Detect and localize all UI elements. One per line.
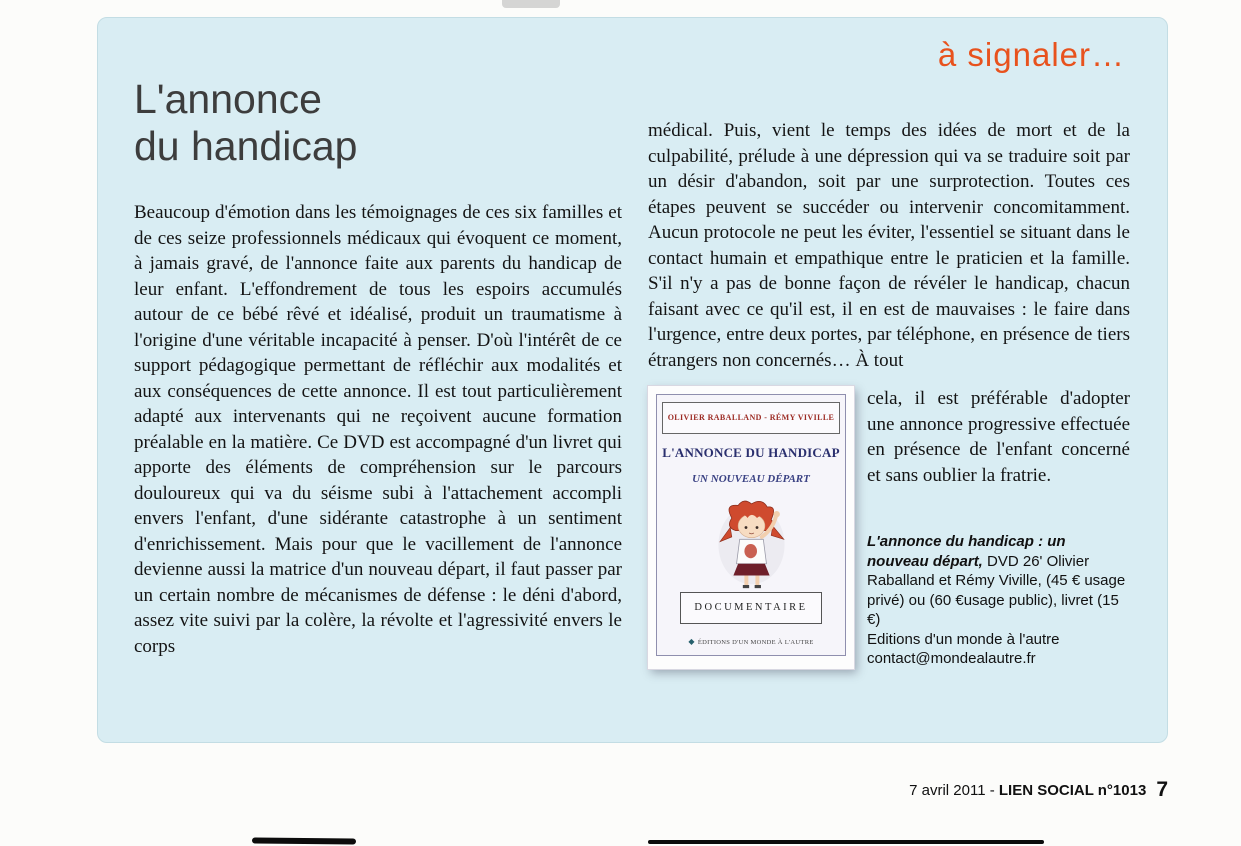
section-badge: à signaler… <box>937 36 1125 73</box>
publisher-logo-icon: ◆ <box>688 637 695 647</box>
dvd-authors-band: OLIVIER RABALLAND - RÉMY VIVILLE <box>662 402 841 434</box>
dvd-subtitle: UN NOUVEAU DÉPART <box>692 473 810 485</box>
article-title <box>134 76 357 170</box>
dvd-cover <box>648 386 854 669</box>
body-column-left: Beaucoup d'émotion dans les témoignages de ces six familles et de ces seize professionnels médicaux qui évoquent ce moment, à jamais gravé, de l'annonce faite aux parents du handicap de leur enfant. L'effondrement de tous les espoirs accumulés autour de ce bébé rêvé et idéalisé, produit un traumatisme à l'origine d'une véritable incapacité à penser. D'où l'intérêt de ce support pédagogique permettant de réfléchir aux modalités et aux conséquences de cette annonce. Il est tout particulièrement adapté aux intervenants qui ne reçoivent aucune formation préalable en la matière. Ce DVD est accompagné d'un livret qui apporte des éléments de compréhension sur le parcours douloureux qui va du séisme subi à l'attachement accompli envers l'enfant, d'une sidérante catastrophe à un sentiment d'enrichissement. Mais pour que le vacillement de l'annonce devienne aussi la matrice d'un nouveau départ, il faut passer par un certain nombre de mécanismes de défense : le déni d'abord, assez vite suivi par la colère, la révolte et l'agressivité envers le corps <box>134 202 622 657</box>
dvd-genre-band: DOCUMENTAIRE <box>680 592 822 624</box>
scan-artifact-bottom-right <box>648 840 1044 844</box>
dvd-publisher-name: ÉDITIONS D'UN MONDE À L'AUTRE <box>697 638 814 646</box>
caption-publisher: Editions d'un monde à l'autre <box>867 630 1060 648</box>
footer-journal: LIEN SOCIAL n°1013 <box>998 782 1147 799</box>
footer-date: 7 avril 2011 - <box>909 782 999 799</box>
dvd-publisher-logo <box>688 630 813 656</box>
title-line-2: du handicap <box>134 123 358 169</box>
body-column-right <box>648 118 1130 669</box>
body-paragraph-wrap: cela, il est préférable d'adopter une annonce progressive effectuée en présence de l'enfant concerné et sans oublier la fratrie. <box>867 388 1130 486</box>
dvd-caption <box>867 532 1130 669</box>
article-panel <box>97 17 1168 743</box>
media-row <box>648 386 1130 669</box>
dvd-cover-inner <box>656 394 846 656</box>
wrap-column <box>867 386 1130 669</box>
body-paragraph-right: médical. Puis, vient le temps des idées de mort et de la culpabilité, prélude à une dépression qui va se traduire soit par un désir d'abandon, soit par une surprotection. Toutes ces étapes peuvent se succéder ou intervenir concomitamment. Aucun protocole ne peut les éviter, l'essentiel se situant dans le contact humain et empathique entre le praticien et la famille. S'il n'y a pas de bonne façon de révéler le handicap, chacun faisant avec ce qu'il est, il en est de mauvaises : le faire dans l'urgence, entre deux portes, par téléphone, en présence de tiers étrangers non concernés… À tout <box>648 120 1130 371</box>
caption-title: L'annonce du handicap : un nouveau départ, <box>867 533 1066 570</box>
page-number: 7 <box>1156 778 1168 801</box>
title-line-1: L'annonce <box>134 76 322 122</box>
page-footer <box>909 778 1168 802</box>
scan-artifact-top <box>502 0 560 8</box>
caption-credits: DVD 26' Olivier Raballand et Rémy Viville, (45 € usage privé) ou (60 €usage public), livret (15 €) <box>867 552 1126 628</box>
dvd-title: L'ANNONCE DU HANDICAP <box>662 444 840 460</box>
scan-artifact-bottom-left <box>252 837 356 844</box>
caption-contact: contact@mondealautre.fr <box>867 650 1036 667</box>
cover-illustration <box>699 496 804 591</box>
